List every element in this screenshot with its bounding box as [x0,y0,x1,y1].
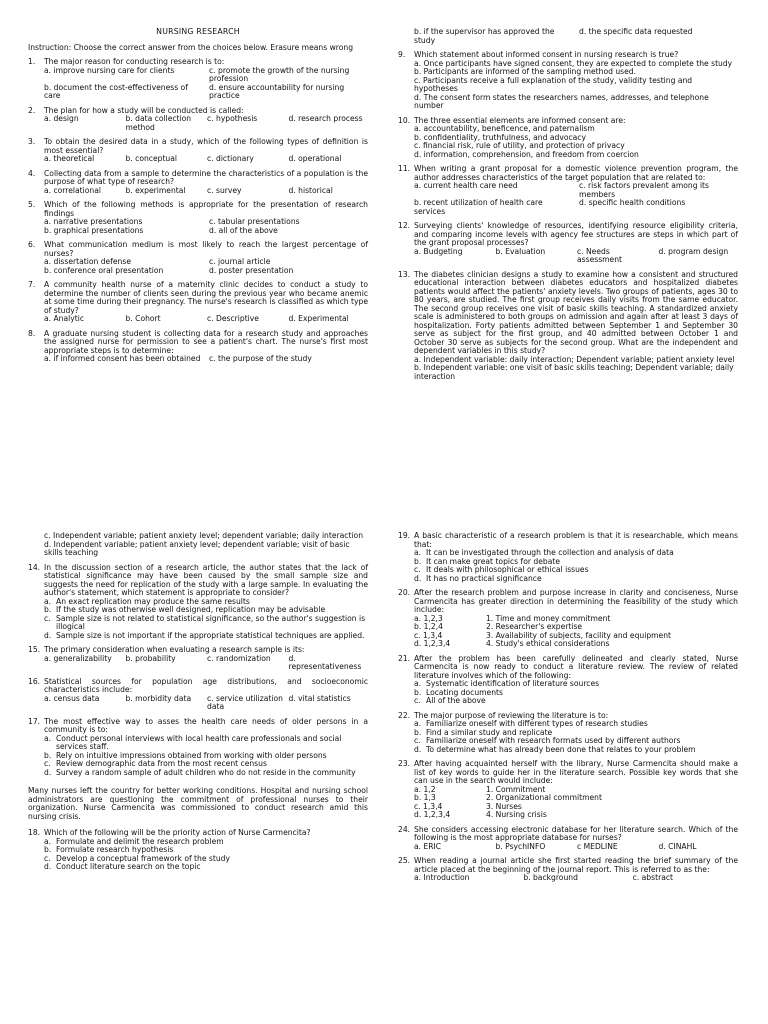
option-letter: a. [414,679,422,688]
question-number: 3. [28,137,36,147]
option-letter: b. [44,605,52,614]
question-18 [28,829,368,872]
answer-option: d. operational [288,154,342,164]
answer-option: a. correlational [44,185,101,195]
case-passage: Many nurses left the country for better working conditions. Hospital and nursing school administrators are questioning the commitment of professional nurses to their organization. Nurse Carmencita was commissioned to conduct research amid this nursing crisis. [28,786,368,821]
option-letter: a. [414,548,422,557]
answer-option: b. if the supervisor has approved the study [414,27,555,45]
answer-option: a. generalizability [44,653,112,663]
question-stem: What communication medium is most likely to reach the largest percentage of nurses? [44,240,368,258]
answer-option: b. probability [125,653,176,663]
answer-option: a. 1,2,3 [414,613,443,623]
option-letter: d. [44,630,52,640]
answer-option: a. current health care need [414,181,518,190]
answer-option: Sample size is not important if the appropriate statistical techniques are applied. [56,630,365,640]
option-letter: d. [414,573,422,583]
keyword-item: 3. Nurses [486,801,522,811]
question-stem: In the discussion section of a research article, the author states that the lack of statistical significance may have been caused by the small sample size and suggests the need for replication of the study with a large sample. In evaluating the author's statement, which statement is appropriate to consider? [44,562,368,597]
criteria-item: 1. Time and money commitment [486,613,611,623]
criteria-item: 4. Study's ethical considerations [486,639,610,648]
answer-option: b. PsychINFO [495,841,546,851]
question-stem: Collecting data from a sample to determine the characteristics of a population is the purpose of what type of research? [44,168,368,187]
question-stem: A graduate nursing student is collecting data for a research study and approaches the assigned nurse for permission to see a patient's chart. The nurse's first most appropriate steps is to determine: [44,328,368,355]
answer-option: Sample size is not related to statistical significance, so the author's suggestion is illogical [56,613,366,631]
question-stem: Which statement about informed consent in nursing research is true? [414,50,679,59]
question-number: 24. [398,824,411,834]
question-number: 20. [398,588,411,597]
question-12 [398,222,738,265]
answer-option: To determine what has already been done that relates to your problem [426,744,696,754]
answer-option: d. 1,2,3,4 [414,639,451,648]
question-stem: The three essential elements are informed consent are: [414,115,626,125]
question-stem: After the problem has been carefully delineated and clearly stated, Nurse Carmencita is now ready to conduct a literature review. The review of related literature involves which of the following: [414,653,738,680]
answer-option: c. survey [207,185,242,195]
option-letter: a. [44,596,52,606]
answer-option: c. 1,3,4 [414,630,443,640]
answer-option: c. service utilization data [207,693,283,711]
answer-option: b. data collection method [125,114,192,132]
question-stem: The primary consideration when evaluating a research sample is its: [44,645,305,654]
option-letter: d. [44,862,52,871]
answer-option: An exact replication may produce the same results [56,596,250,606]
answer-option: a. Independent variable: daily interaction; Dependent variable; patient anxiety level [414,354,735,364]
question-stem: When writing a grant proposal for a domestic violence prevention program, the author addresses characteristics of the target population that are related to: [414,164,738,182]
answer-option: Formulate research hypothesis [56,845,174,854]
question-2 [28,107,368,133]
question-stem: She considers accessing electronic database for her literature search. Which of the following is the most appropriate database for nurses? [414,824,738,842]
answer-option: c. abstract [632,873,673,882]
option-letter: d. [414,744,422,754]
question-19 [398,532,738,583]
answer-option: Formulate and delimit the research problem [56,836,224,846]
question-7 [28,281,368,324]
answer-option: b. conference oral presentation [44,265,164,275]
answer-option: d. specific health conditions [579,198,686,207]
question-15 [28,646,368,672]
question-22 [398,712,738,755]
question-stem: After the research problem and purpose increase in clarity and conciseness, Nurse Carmencita has greater direction in determining the feasibility of the study which include: [414,588,738,614]
option-letter: b. [414,687,422,697]
question-number: 14. [28,562,41,572]
criteria-item: 2. Researcher's expertise [486,622,583,631]
answer-option: d. all of the above [209,225,278,235]
question-20 [398,589,738,649]
answer-option: c. hypothesis [207,114,258,124]
question-8-continued [398,28,738,45]
question-number: 18. [28,828,41,837]
option-letter: c. [44,853,51,863]
answer-option: b. conceptual [125,154,178,164]
answer-option: Find a similar study and replicate [426,727,553,737]
answer-option: b. graphical presentations [44,225,144,235]
question-21 [398,655,738,706]
top-left-column [28,28,368,370]
option-letter: c. [44,759,51,768]
keyword-item: 1. Commitment [486,784,546,794]
answer-option: c. 1,3,4 [414,801,443,811]
question-17 [28,718,368,778]
question-5 [28,201,368,235]
option-letter: b. [414,727,422,737]
answer-option: It can make great topics for debate [426,556,561,566]
answer-option: a. Analytic [44,314,85,324]
question-13 [398,271,738,382]
question-number: 25. [398,856,411,865]
question-number: 15. [28,645,41,654]
answer-option: a. theoretical [44,154,95,164]
answer-option: c. randomization [207,653,271,663]
answer-option: c. Descriptive [207,314,259,324]
question-9 [398,51,738,111]
answer-option: b. background [523,873,578,882]
question-stem: A basic characteristic of a research problem is that it is researchable, which means that: [414,531,738,549]
question-24 [398,826,738,852]
answer-option: a. if informed consent has been obtained [44,354,201,364]
answer-option: All of the above [426,696,486,705]
answer-option: d. research process [288,114,363,124]
question-number: 13. [398,269,411,279]
question-number: 9. [398,50,406,59]
answer-option: d. the specific data requested [579,27,693,36]
question-number: 4. [28,168,36,178]
question-stem: Statistical sources for population age distributions, and socioeconomic characteristics include: [44,676,368,694]
question-number: 5. [28,200,36,210]
question-stem: To obtain the desired data in a study, which of the following types of definition is most essential? [44,137,368,155]
keyword-item: 4. Nursing crisis [486,810,547,819]
question-stem: Which of the following methods is appropriate for the presentation of research findings [44,200,368,218]
question-8 [28,330,368,364]
question-stem: The major reason for conducting research is to: [44,57,225,67]
question-16 [28,678,368,712]
question-number: 21. [398,653,411,663]
question-10 [398,117,738,160]
question-stem: The major purpose of reviewing the literature is to: [414,710,609,720]
answer-option: d. poster presentation [209,265,294,275]
bottom-left-column [28,532,368,878]
answer-option: b. Independent variable: one visit of basic skills teaching; Dependent variable; daily interaction [414,363,734,381]
question-stem: The most effective way to asses the health care needs of older persons in a community is to: [44,716,368,734]
answer-option: It deals with philosophical or ethical issues [426,565,589,574]
option-letter: d. [44,767,52,777]
bottom-sheet [0,512,768,1024]
question-number: 22. [398,710,411,720]
question-stem: When reading a journal article she first started reading the brief summary of the article placed at the beginning of the journal report. This is referred to as the: [414,856,738,874]
answer-option: b. recent utilization of health care services [414,198,543,216]
page-title: NURSING RESEARCH [156,27,240,36]
option-letter: b. [44,750,52,760]
question-stem: Surveying clients' knowledge of resources, identifying resource eligibility criteria, and comparing income levels with agency fee structures are steps in which part of the grant proposal processes? [414,221,738,247]
option-letter: b. [414,556,422,566]
answer-option: b. experimental [125,185,186,195]
question-number: 6. [28,240,36,250]
answer-option: a. 1,2 [414,784,436,794]
question-number: 19. [398,531,411,540]
answer-option: b. 1,3 [414,793,436,802]
option-letter: c. [414,736,421,745]
answer-option: It can be investigated through the collection and analysis of data [426,548,674,557]
answer-option: a. improve nursing care for clients [44,65,175,75]
answer-option: a. narrative presentations [44,217,143,227]
answer-option: c. journal article [209,257,271,267]
answer-option: Conduct personal interviews with local health care professionals and social services staff. [56,733,342,751]
answer-option: c. tabular presentations [209,217,300,227]
answer-option: If the study was otherwise well designed, replication may be advisable [56,605,326,614]
answer-option: b. Participants are informed of the sampling method used. [414,67,637,76]
answer-option: a. ERIC [414,841,442,851]
answer-option: d. vital statistics [288,693,351,703]
question-number: 1. [28,57,36,67]
question-stem: After having acquainted herself with the library, Nurse Carmencita should make a list of key words to guide her in the literature search. Possible key words that she can use in the search would include: [414,759,738,785]
question-4 [28,170,368,196]
answer-option: c. Participants receive a full explanation of the study, validity testing and hypotheses [414,75,693,93]
answer-option: Develop a conceptual framework of the study [56,853,230,863]
question-25 [398,857,738,883]
question-stem: A community health nurse of a maternity clinic decides to conduct a study to determine the number of clients seen during the previous year who became anemic at some time during their pregnancy. The nurse's research is classified as which type of study? [44,280,368,315]
answer-option: b. Cohort [125,314,161,324]
answer-option: c. Needs assessment [577,246,623,264]
criteria-item: 3. Availability of subjects, facility and equipment [486,630,672,640]
answer-option: d. 1,2,3,4 [414,810,451,819]
answer-option: It has no practical significance [426,573,542,583]
option-letter: c. [44,613,51,623]
answer-option: c. dictionary [207,154,254,164]
question-1 [28,58,368,101]
question-number: 11. [398,164,411,173]
option-letter: b. [44,845,52,854]
answer-option: a. census data [44,693,100,703]
question-number: 2. [28,105,36,115]
answer-option: a. Budgeting [414,246,463,256]
keyword-item: 2. Organizational commitment [486,793,602,802]
bottom-right-column [398,532,738,889]
answer-option: b. confidentiality, truthfulness, and advocacy [414,132,586,142]
option-letter: c. [414,565,421,574]
answer-option: Survey a random sample of adult children who do not reside in the community [56,767,356,777]
option-letter: a. [44,733,52,743]
answer-option: Review demographic data from the most recent census [56,759,267,768]
question-number: 10. [398,115,411,125]
answer-option: a. Introduction [414,873,470,882]
answer-option: Systematic identification of literature sources [426,679,600,688]
answer-option: c. Independent variable; patient anxiety level; dependent variable; daily interaction [44,531,364,540]
question-6 [28,241,368,275]
answer-option: c. promote the growth of the nursing profession [209,65,350,84]
answer-option: a. dissertation defense [44,257,131,267]
question-13-continued [28,532,368,558]
option-letter: a. [414,719,422,728]
question-14 [28,564,368,641]
answer-option: a. design [44,114,79,124]
answer-option: Locating documents [426,687,503,697]
question-23 [398,760,738,820]
question-11 [398,165,738,216]
answer-option: d. ensure accountability for nursing practice [209,82,345,101]
question-3 [28,138,368,164]
top-right-column [398,28,738,387]
answer-option: b. morbidity data [125,693,192,703]
answer-option: d. historical [288,185,333,195]
question-number: 16. [28,676,41,686]
question-number: 12. [398,221,411,230]
answer-option: Familiarize oneself with research formats used by different authors [426,736,681,745]
answer-option: b. document the cost-effectiveness of care [44,82,188,101]
question-stem: The plan for how a study will be conducted is called: [44,105,244,115]
question-number: 23. [398,759,411,768]
answer-option: b. Evaluation [495,246,546,256]
answer-option: Rely on intuitive impressions obtained from working with older persons [56,750,327,760]
answer-option: b. 1,2,4 [414,622,443,631]
question-stem: The diabetes clinician designs a study to examine how a consistent and structured educational interaction between diabetes educators and hospitalized diabetes patients would affect the patients' anxiety levels. Two groups of patients, ages 30 to 80 years, are studied. The first group receives daily visits from the same educator. The second group receives one visit of basic skills teaching. A standardized anxiety scale is administered to both groups on admission and again after at least 3 days of hospitalization. Forty patients admitted between September 1 and September 30 serve as subject for the first group, and 40 admitted between October 1 and October 30 serve as subjects for the second group. What are the independent and dependent variables in this study? [414,269,738,355]
question-number: 8. [28,328,36,338]
answer-option: a. Once participants have signed consent, they are expected to complete the study [414,58,733,68]
option-letter: a. [44,836,52,846]
answer-option: d. information, comprehension, and freedom from coercion [414,149,639,159]
answer-option: a. accountability, beneficence, and paternalism [414,124,595,133]
answer-option: d. Experimental [288,314,349,324]
answer-option: c. financial risk, rule of utility, and protection of privacy [414,141,625,150]
answer-option: c. the purpose of the study [209,354,312,364]
question-stem: Which of the following will be the priority action of Nurse Carmencita? [44,828,311,837]
answer-option: d. Independent variable; patient anxiety level; dependent variable; visit of basic skills teaching [44,539,350,557]
answer-option: d. The consent form states the researchers names, addresses, and telephone number [414,92,709,110]
answer-option: d. representativeness [288,653,362,671]
answer-option: c MEDLINE [577,841,618,851]
instruction-text: Instruction: Choose the correct answer from the choices below. Erasure means wrong [28,42,354,52]
option-letter: c. [414,696,421,705]
answer-option: Familiarize oneself with different types of research studies [426,719,648,728]
answer-option: c. risk factors prevalent among its members [579,181,709,199]
question-number: 7. [28,280,36,290]
answer-option: d. CINAHL [658,841,697,851]
question-number: 17. [28,716,41,726]
answer-option: Conduct literature search on the topic [56,862,201,871]
answer-option: d. program design [658,246,729,256]
